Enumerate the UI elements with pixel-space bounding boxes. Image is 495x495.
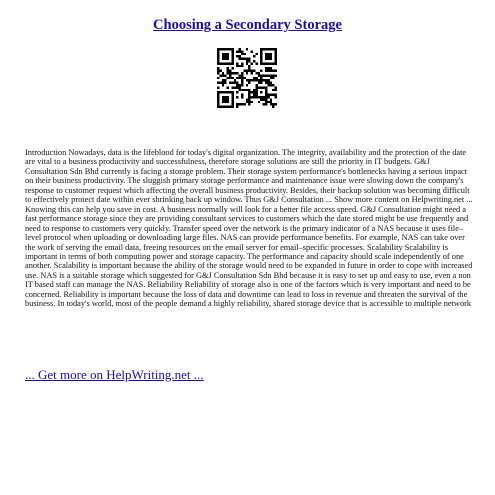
body-paragraph-2: Knowing this can help you save in cost. A business normally will look for a better file access speed. G&J Consultation might need a fast performance storage since they are providing consultant services to customers which the date stored might be use frequently and need to response to customers very quickly. Transfer speed over the network is the primary indicator of a NAS because it uses file–level protocol when uploading or downloading large files. NAS can provide performance benefits. For example, NAS can take over the work of serving the email data, freeing resources on the email server for email–specific processes. Scalability Scalability is important in terms of both computing power and storage capacity. The performance and capacity should scale independently of one another. Scalability is important because the ability of the storage would need to be expanded in future in order to cope with increased use. NAS is a suitable storage which suggested for G&J Consultation Sdn Bhd because it is easy to set up and easy to use, even a non IT based staff can manage the NAS. Reliability Reliability of storage also is one of the factors which is very important and need to be concerned. Reliability is important because the loss of data and downtime can lead to loss in revenue and threaten the survival of the business. In today's world, most of the people demand a highly reliability, shared storage device that is accessible to multiple network — [25, 204, 473, 309]
body-paragraph-1: Introduction Nowadays, data is the lifeblood for today's digital organization. The integrity, availability and the protection of the date are vital to a business productivity and successfulness, therefore storage solutions are still the priority in IT budgets. G&J Consultation Sdn Bhd currently is facing a storage problem. Their storage system performance's bottlenecks having a serious impact on their business productivity. The sluggish primary storage performance and maintenance issue were slowing down the company's response to customer request which affecting the overall business productivity. Besides, their backup solution was becoming difficult to effectively protect date within ever shrinking back up window. Thus G&J Consultation ... Show more content on Helpwriting.net ... — [25, 148, 473, 205]
qr-code-icon — [217, 48, 277, 108]
get-more-link[interactable]: ... Get more on HelpWriting.net ... — [25, 367, 204, 382]
document-title-link[interactable]: Choosing a Secondary Storage — [153, 17, 342, 33]
document-body — [25, 148, 473, 309]
